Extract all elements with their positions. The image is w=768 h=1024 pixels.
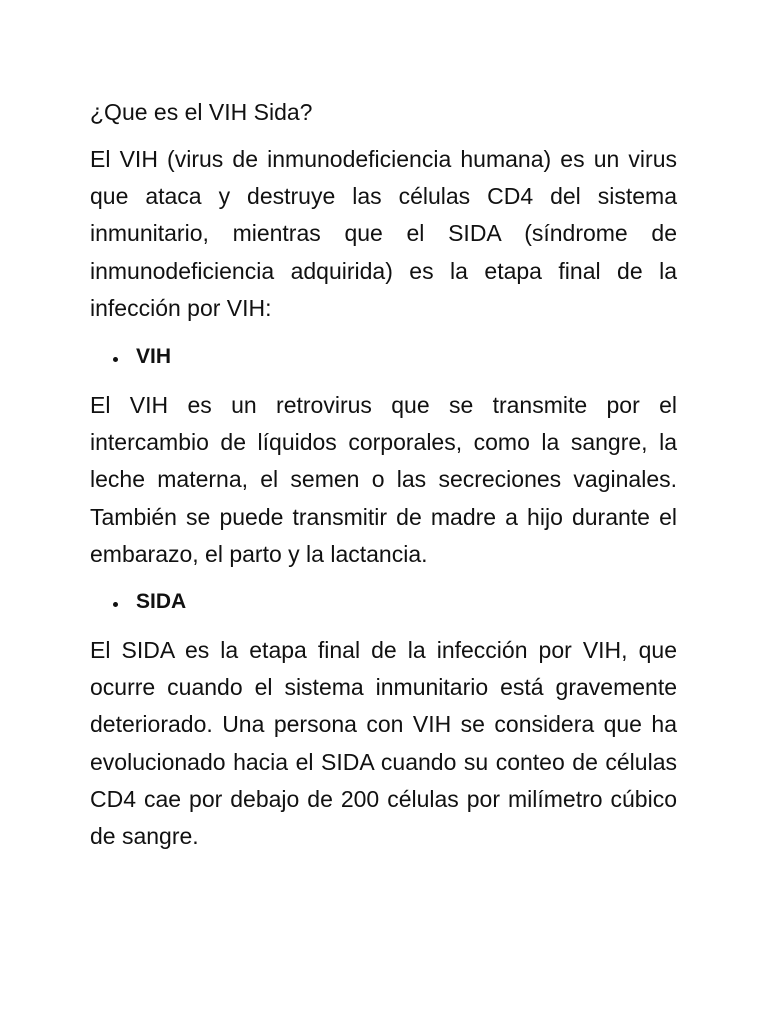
section-heading-label: VIH xyxy=(136,345,172,368)
bullet-icon xyxy=(113,357,118,362)
bullet-icon xyxy=(113,602,118,607)
sida-paragraph: El SIDA es la etapa final de la infección por VIH, que ocurre cuando el sistema inmunitario está gravemente deteriorado. Una persona con VIH se considera que ha evolucionado hacia el SIDA cuando su conteo de células CD4 cae por debajo de 200 células por milímetro cúbico de sangre. xyxy=(90,637,677,850)
vih-paragraph: El VIH es un retrovirus que se transmite por el intercambio de líquidos corporales, como la sangre, la leche materna, el semen o las secreciones vaginales. También se puede transmitir de madre a hijo durante el embarazo, el parto y la lactancia. xyxy=(90,392,677,567)
section-heading-label: SIDA xyxy=(136,590,187,613)
document-title: ¿Que es el VIH Sida? xyxy=(90,99,313,125)
intro-paragraph: El VIH (virus de inmunodeficiencia humana) es un virus que ataca y destruye las células CD4 del sistema inmunitario, mientras que el SIDA (síndrome de inmunodeficiencia adquirida) es la etapa final de la infección por VIH: xyxy=(90,146,677,321)
